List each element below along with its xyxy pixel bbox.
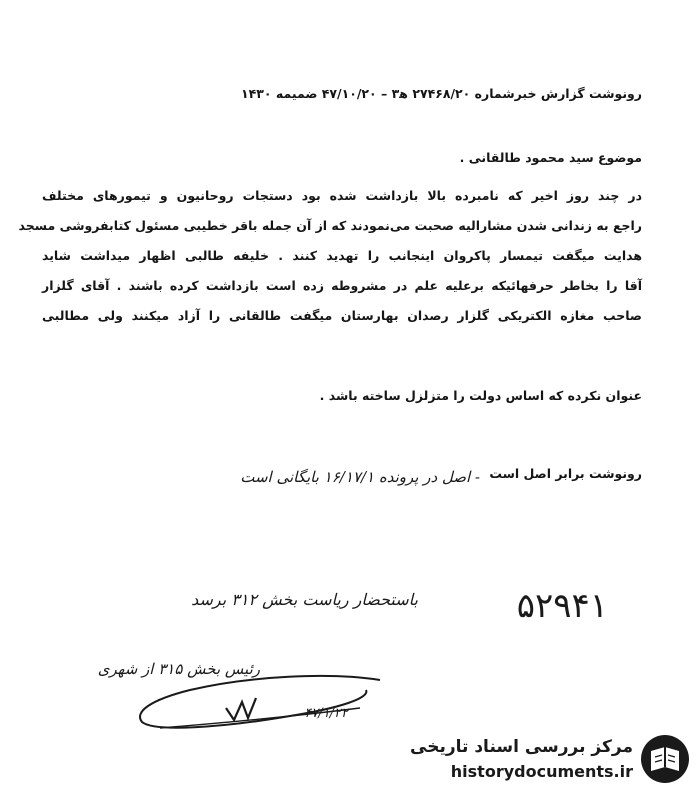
archive-watermark-logo [408,733,693,788]
report-header: رونوشت گزارش خبرشماره ۲۷۴۶۸/۲۰ ﻫ۳ – ۴۷/۱۰/۲۰ ضمیمه ۱۴۳۰ [241,86,642,101]
report-subject: موضوع سید محمود طالقانی . [459,150,642,165]
handwritten-signature [130,668,390,738]
body-line-1: در چند روز اخیر که نامبرده بالا بازداشت شده بود دستجات روحانیون و تیمورهای مختلف [42,188,642,203]
handwritten-filing-note: - اصل در پرونده ۱۶/۱۷/۱ بایگانی است [240,468,480,486]
copy-certification-label: رونوشت برابر اصل است [489,466,642,481]
handwritten-date: ۴۷/۱/۲۲ [304,706,348,721]
handwritten-routing-note: باستحضار ریاست بخش ۳۱۲ برسد [191,590,418,609]
body-line-3: هدایت میگفت تیمسار پاکروان اینجانب را تهدید کنند . خلیفه طالبی اظهار میداشت شاید [42,248,642,263]
body-line-4: آقا را بخاطر حرفهائیکه برعلیه علم در مشروطه زده است بازداشت کرده باشند . آقای گلزار [42,278,642,293]
watermark-org-name: مرکز بررسی اسناد تاریخی [410,737,633,757]
watermark-url: historydocuments.ir [450,762,633,781]
handwritten-reception-note: رئیس بخش ۳۱۵ از شهری [97,660,260,678]
handwritten-number: ۵۲۹۴۱ [516,586,608,626]
book-badge-icon [639,733,691,785]
body-line-2: راجع به زندانی شدن مشارالیه صحبت می‌نمودند که از آن جمله باقر خطیبی مسئول کتابفروشی مسجد [18,218,642,233]
body-line-5: صاحب مغازه الکتریکی گلزار رصدان بهارستان میگفت طالقانی را آزاد میکنند ولی مطالبی [42,308,642,323]
body-line-6: عنوان نکرده که اساس دولت را متزلزل ساخته باشد . [319,388,642,403]
